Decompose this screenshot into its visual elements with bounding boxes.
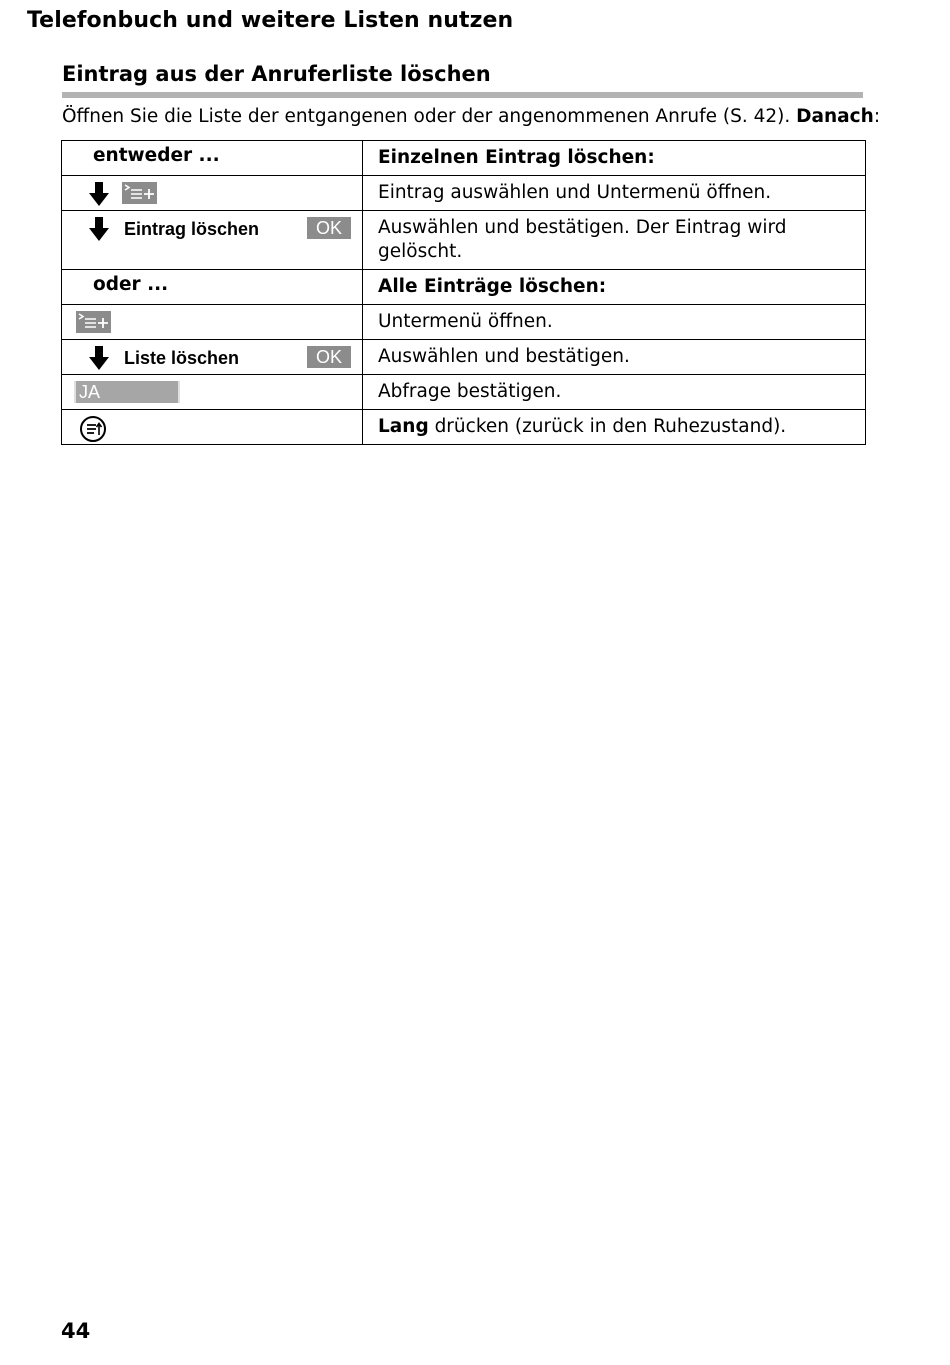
- step-description: Auswählen und bestätigen.: [363, 340, 866, 375]
- table-row: [62, 176, 866, 211]
- table-row: [62, 410, 866, 445]
- step-description: Abfrage bestätigen.: [363, 375, 866, 410]
- step-description: [363, 410, 866, 445]
- step-key-cell: [62, 340, 363, 375]
- page-number: 44: [61, 1319, 91, 1343]
- group-single-heading: Einzelnen Eintrag löschen:: [363, 141, 866, 176]
- menu-item-label: Eintrag löschen: [124, 219, 260, 239]
- table-row: [62, 340, 866, 375]
- ok-key: OK: [307, 346, 351, 368]
- step-key-cell: [62, 176, 363, 211]
- step-description: Auswählen und bestätigen. Der Eintrag wird gelöscht.: [363, 211, 866, 270]
- table-row: [62, 211, 866, 270]
- group-all-heading: Alle Einträge löschen:: [363, 270, 866, 305]
- arrow-down-icon: [88, 181, 110, 207]
- step-description: Untermenü öffnen.: [363, 305, 866, 340]
- submenu-icon: [76, 311, 111, 333]
- section-divider: [62, 92, 863, 98]
- instruction-table: [61, 140, 866, 445]
- menu-item-label: Liste löschen: [124, 348, 240, 368]
- step-key-cell: [62, 211, 363, 270]
- section-title: Eintrag aus der Anruferliste löschen: [62, 62, 491, 86]
- arrow-down-icon: [88, 345, 110, 371]
- chapter-title: Telefonbuch und weitere Listen nutzen: [27, 8, 514, 33]
- intro-end: :: [873, 106, 881, 127]
- step-key-cell: [62, 375, 363, 410]
- table-row: [62, 270, 866, 305]
- step-key-cell: [62, 410, 363, 445]
- step-key-cell: [62, 305, 363, 340]
- intro-text: Öffnen Sie die Liste der entgangenen oder der angenommenen Anrufe (S. 42).: [62, 106, 797, 127]
- ok-key: OK: [307, 217, 351, 239]
- step-description-rest: drücken (zurück in den Ruhezustand).: [428, 416, 787, 437]
- end-key-icon: [79, 415, 107, 443]
- submenu-icon: [122, 182, 157, 204]
- step-key-cell: [62, 270, 363, 305]
- intro-bold: Danach: [796, 106, 874, 127]
- table-row: [62, 375, 866, 410]
- step-key-cell: [62, 141, 363, 176]
- intro-paragraph: [62, 106, 880, 127]
- table-row: [62, 305, 866, 340]
- table-row: [62, 141, 866, 176]
- step-description-bold: Lang: [378, 416, 429, 437]
- display-key-ja: JA: [74, 381, 180, 403]
- step-description: Eintrag auswählen und Untermenü öffnen.: [363, 176, 866, 211]
- group-either-label: entweder ...: [93, 145, 220, 166]
- group-or-label: oder ...: [93, 274, 169, 295]
- arrow-down-icon: [88, 216, 110, 242]
